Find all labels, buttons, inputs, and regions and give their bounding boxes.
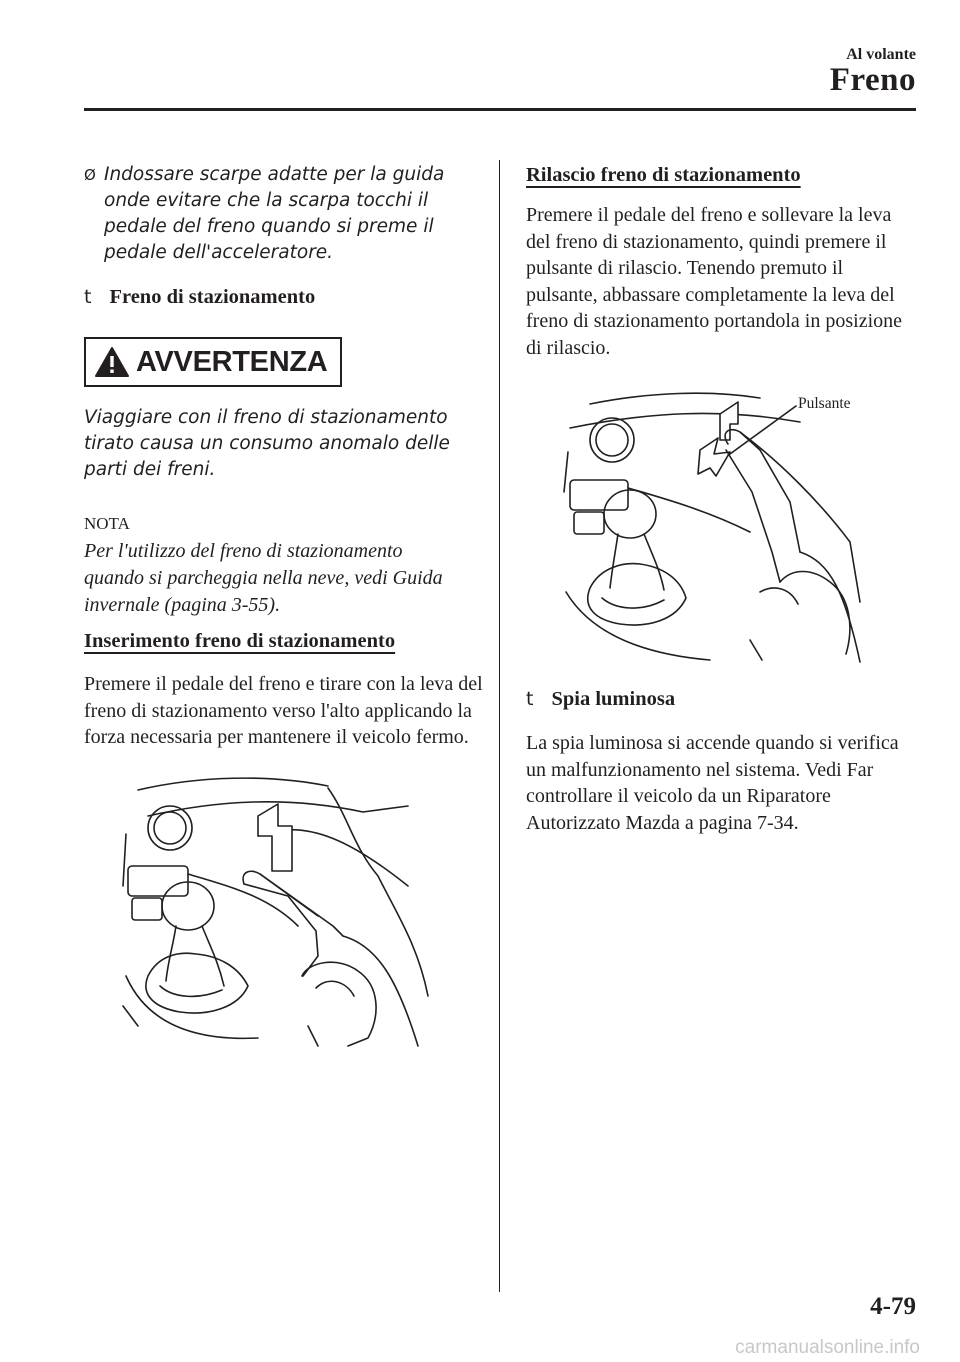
warning-light-heading-text: Spia luminosa bbox=[551, 688, 676, 710]
note-text: Per l'utilizzo del freno di stazionamento quando si parcheggia nella neve, vedi Guida invernale (pagina 3-55). bbox=[84, 540, 443, 616]
chapter-title: Al volante bbox=[846, 46, 916, 63]
page-number: 4-79 bbox=[870, 1293, 916, 1320]
warning-light-text: La spia luminosa si accende quando si verifica un malfunzionamento nel sistema. Vedi Far controllare il veicolo da un Riparatore Autorizzato Mazda a pagina 7-34. bbox=[526, 732, 899, 834]
release-text: Premere il pedale del freno e sollevare la leva del freno di stazionamento, quindi premere il pulsante di rilascio. Tenendo premuto il pulsante, abbassare completamente la leva del freno di stazionamento portandola in posizione di rilascio. bbox=[526, 204, 903, 359]
bullet-marker: Ø bbox=[84, 166, 96, 184]
column-divider bbox=[499, 160, 500, 1292]
callout-button: Pulsante bbox=[798, 395, 851, 412]
warning-box bbox=[84, 337, 342, 387]
warning-light-heading bbox=[526, 688, 675, 711]
parking-brake-heading bbox=[84, 286, 315, 309]
heading-marker: t bbox=[526, 688, 534, 710]
footer-watermark: carmanualsonline.info bbox=[735, 1337, 920, 1358]
warning-text: Viaggiare con il freno di stazionamento tirato causa un consumo anomalo delle parti dei freni. bbox=[84, 407, 450, 480]
heading-marker: t bbox=[84, 286, 92, 308]
note-label: NOTA bbox=[84, 514, 130, 533]
section-title: Freno bbox=[829, 62, 916, 98]
parking-brake-heading-text: Freno di stazionamento bbox=[109, 286, 316, 308]
release-brake-illustration bbox=[560, 392, 870, 667]
engage-text: Premere il pedale del freno e tirare con la leva del freno di stazionamento verso l'alto applicando la forza necessaria per mantenere il veicolo fermo. bbox=[84, 673, 483, 748]
release-heading: Rilascio freno di stazionamento bbox=[526, 164, 801, 186]
header-rule bbox=[84, 108, 916, 111]
engage-heading: Inserimento freno di stazionamento bbox=[84, 630, 396, 652]
warning-triangle-icon bbox=[94, 346, 130, 378]
engage-brake-illustration bbox=[118, 776, 448, 1056]
bullet-text: Indossare scarpe adatte per la guida onde evitare che la scarpa tocchi il pedale del freno quando si preme il pedale dell'acceleratore. bbox=[104, 164, 445, 263]
bullet-item bbox=[84, 162, 464, 266]
warning-label: AVVERTENZA bbox=[136, 345, 328, 378]
